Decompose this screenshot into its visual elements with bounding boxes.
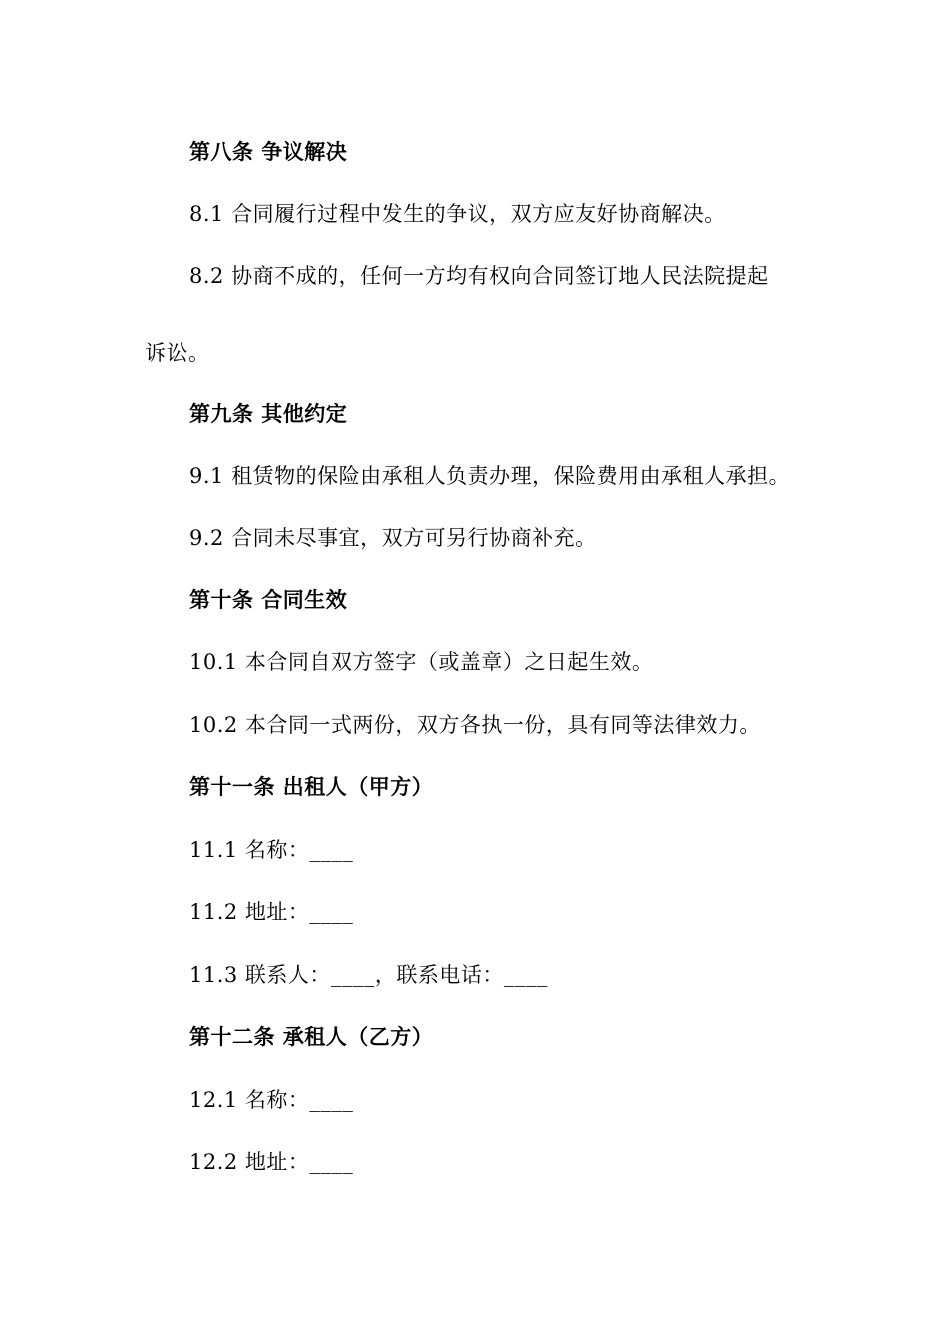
clause-12-1: 12.1 名称：____ xyxy=(189,1088,354,1112)
clause-8-2: 8.2 协商不成的，任何一方均有权向合同签订地人民法院提起 xyxy=(189,264,769,288)
section-heading-8: 第八条 争议解决 xyxy=(189,140,348,164)
clause-9-1: 9.1 租赁物的保险由承租人负责办理，保险费用由承租人承担。 xyxy=(189,464,791,488)
clause-11-3: 11.3 联系人：____，联系电话：____ xyxy=(189,963,548,987)
clause-11-2: 11.2 地址：____ xyxy=(189,900,354,924)
section-heading-12: 第十二条 承租人（乙方） xyxy=(189,1025,434,1049)
section-heading-10: 第十条 合同生效 xyxy=(189,588,348,612)
clause-10-1: 10.1 本合同自双方签字（或盖章）之日起生效。 xyxy=(189,650,654,674)
clause-10-2: 10.2 本合同一式两份，双方各执一份，具有同等法律效力。 xyxy=(189,713,761,737)
section-heading-11: 第十一条 出租人（甲方） xyxy=(189,775,434,799)
section-heading-9: 第九条 其他约定 xyxy=(189,402,348,426)
clause-9-2: 9.2 合同未尽事宜，双方可另行协商补充。 xyxy=(189,526,597,550)
clause-8-1: 8.1 合同履行过程中发生的争议，双方应友好协商解决。 xyxy=(189,202,726,226)
clause-11-1: 11.1 名称：____ xyxy=(189,838,354,862)
clause-8-2-continuation: 诉讼。 xyxy=(145,341,210,365)
clause-12-2: 12.2 地址：____ xyxy=(189,1150,354,1174)
